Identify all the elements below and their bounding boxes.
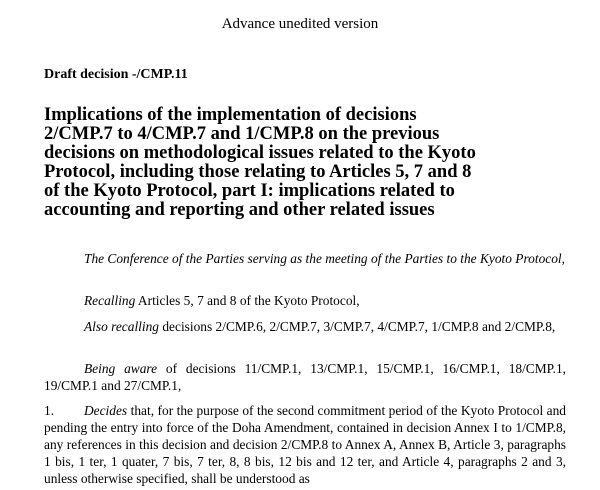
paragraph-number: 1. [44,403,55,418]
preamble-also-recalling [44,318,566,335]
title-line: decisions on methodological issues related to the Kyoto [44,143,476,163]
title-line: Protocol, including those relating to Articles 5, 7 and 8 [44,162,472,182]
decision-number: Draft decision -/CMP.11 [44,67,188,82]
preamble-also-italic: Also recalling [84,319,160,334]
title-line: of the Kyoto Protocol, part I: implications related to [44,181,455,201]
preamble-aware-text: of decisions 11/CMP.1, 13/CMP.1, 15/CMP.1, 16/CMP.1, 18/CMP.1, 19/CMP.1 and 27/CMP.1, [44,361,566,393]
preamble-recalling [44,292,566,309]
preamble-also-text: decisions 2/CMP.6, 2/CMP.7, 3/CMP.7, 4/CMP.7, 1/CMP.8 and 2/CMP.8, [159,319,556,334]
preamble-intro [44,250,566,267]
title-line: 2/CMP.7 to 4/CMP.7 and 1/CMP.8 on the previous [44,124,440,144]
version-header: Advance unedited version [221,16,379,32]
title-line: accounting and reporting and other related issues [44,200,435,220]
preamble-recalling-text: Articles 5, 7 and 8 of the Kyoto Protocol, [135,293,360,308]
operative-text: that, for the purpose of the second commitment period of the Kyoto Protocol and pending the entry into force of the Doha Amendment, contained in decision Annex I to 1/CMP.8, any references in this decision and decision 2/CMP.8 to Annex A, Annex B, Article 3, paragraphs 1 bis, 1 ter, 1 quater, 7 bis, 7 ter, 8, 8 bis, 12 bis and 12 ter, and Article 4, paragraphs 2 and 3, unless otherwise specified, shall be understood as [44,403,566,486]
title-line: Implications of the implementation of decisions [44,105,417,125]
operative-paragraph-1 [44,402,566,487]
preamble-recalling-italic: Recalling [84,293,136,308]
preamble-intro-italic: The Conference of the Parties serving as the meeting of the Parties to the Kyoto Protocol [84,251,562,266]
preamble-intro-tail: , [561,251,565,266]
document-title [44,106,584,220]
preamble-aware-italic: Being aware [84,361,158,376]
operative-verb-italic: Decides [84,403,128,418]
preamble-being-aware [44,360,566,394]
